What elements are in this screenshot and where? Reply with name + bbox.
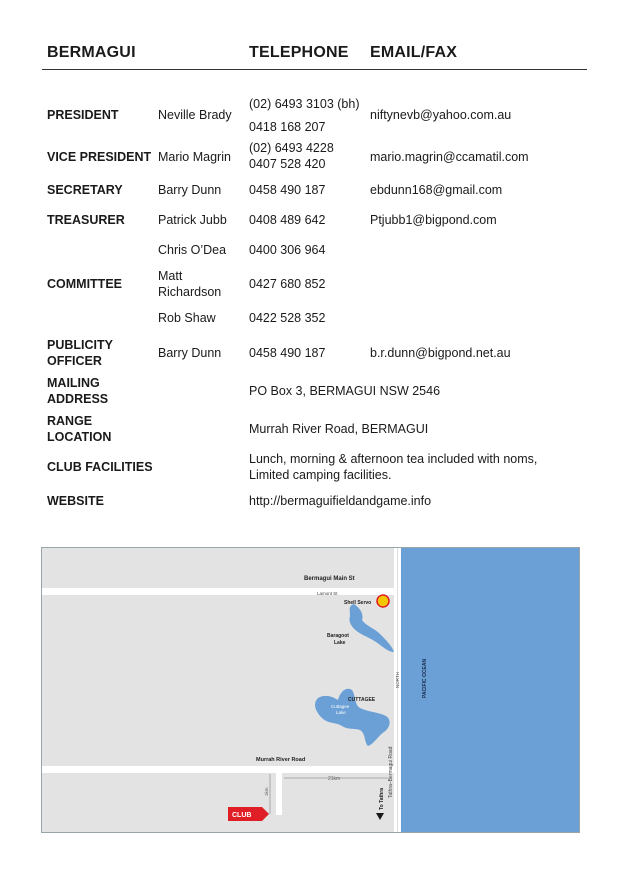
- president-label: PRESIDENT: [47, 108, 119, 122]
- vice-president-name: Mario Magrin: [158, 150, 231, 164]
- ocean-label: PACIFIC OCEAN: [422, 658, 428, 698]
- committee-member-phone: 0400 306 964: [249, 243, 326, 257]
- baragoot-lake: [349, 604, 394, 652]
- arrow-down-icon: [376, 813, 384, 820]
- club-access-road: [276, 773, 282, 815]
- publicity-label-line-2: OFFICER: [47, 354, 102, 368]
- secretary-label: SECRETARY: [47, 183, 123, 197]
- cuttagee-label: CUTTAGEE: [348, 697, 376, 703]
- committee-label: COMMITTEE: [47, 277, 122, 291]
- baragoot-label-1: Baragoot: [327, 633, 349, 639]
- mailing-address: PO Box 3, BERMAGUI NSW 2546: [249, 384, 441, 398]
- north-label: NORTH: [395, 672, 400, 688]
- publicity-label-line-1: PUBLICITY: [47, 338, 113, 352]
- range-location: Murrah River Road, BERMAGUI: [249, 422, 429, 436]
- secretary-email[interactable]: ebdunn168@gmail.com: [370, 183, 503, 197]
- website-label: WEBSITE: [47, 494, 104, 508]
- president-phone-2: 0418 168 207: [249, 120, 326, 134]
- club-label: CLUB: [232, 812, 252, 819]
- treasurer-email[interactable]: Ptjubb1@bigpond.com: [370, 213, 497, 227]
- range-label-line-2: LOCATION: [47, 430, 112, 444]
- secretary-phone: 0458 490 187: [249, 183, 326, 197]
- publicity-name: Barry Dunn: [158, 346, 222, 360]
- committee-member-name: Rob Shaw: [158, 311, 216, 325]
- distance-21km-label: 21km: [328, 776, 341, 782]
- treasurer-label: TREASURER: [47, 213, 125, 227]
- committee-member-phone: 0427 680 852: [249, 277, 326, 291]
- main-st-label: Bermagui Main St: [304, 576, 355, 582]
- president-phone-1: (02) 6493 3103 (bh): [249, 97, 360, 111]
- lamont-st-label: Lamont St: [317, 591, 338, 596]
- cuttagee-lake-label-1: Cuttagee: [331, 704, 350, 709]
- vice-president-phone-2: 0407 528 420: [249, 157, 326, 171]
- shell-logo-icon: [377, 595, 389, 607]
- publicity-phone: 0458 490 187: [249, 346, 326, 360]
- cuttagee-lake-label-2: Lake: [336, 710, 346, 715]
- website-link[interactable]: http://bermaguifieldandgame.info: [249, 494, 432, 508]
- shell-label: Shell Servo: [344, 600, 372, 606]
- murrah-road-label: Murrah River Road: [256, 757, 306, 763]
- mailing-label-line-2: ADDRESS: [47, 392, 109, 406]
- publicity-email[interactable]: b.r.dunn@bigpond.net.au: [370, 346, 511, 360]
- committee-member-name-line-2: Richardson: [158, 285, 222, 299]
- distance-1km-label: 1km: [264, 787, 269, 796]
- baragoot-label-2: Lake: [334, 640, 346, 646]
- location-map: [41, 547, 580, 833]
- facilities-line-2: Limited camping facilities.: [249, 468, 392, 482]
- committee-member-name: Chris O’Dea: [158, 243, 227, 257]
- facilities-line-1: Lunch, morning & afternoon tea included with noms,: [249, 452, 538, 466]
- secretary-name: Barry Dunn: [158, 183, 222, 197]
- committee-member-name: Matt: [158, 269, 183, 283]
- mailing-label-line-1: MAILING: [47, 376, 100, 390]
- header-bermagui: BERMAGUI: [47, 44, 136, 61]
- header-divider: [42, 69, 587, 70]
- treasurer-phone: 0408 489 642: [249, 213, 326, 227]
- murrah-river-road: [42, 766, 394, 773]
- vice-president-email[interactable]: mario.magrin@ccamatil.com: [370, 150, 529, 164]
- to-tathra-label: To Tathra: [379, 787, 385, 810]
- vice-president-label: VICE PRESIDENT: [47, 150, 152, 164]
- committee-member-phone: 0422 528 352: [249, 311, 326, 325]
- facilities-label: CLUB FACILITIES: [47, 460, 153, 474]
- main-st-road: [42, 588, 394, 595]
- president-email[interactable]: niftynevb@yahoo.com.au: [370, 108, 512, 122]
- tathra-road-label: Tathra–Bermagui Road: [388, 746, 394, 798]
- range-label-line-1: RANGE: [47, 414, 93, 428]
- vice-president-phone-1: (02) 6493 4228: [249, 141, 334, 155]
- header-telephone: TELEPHONE: [249, 44, 349, 61]
- president-name: Neville Brady: [158, 108, 232, 122]
- header-email-fax: EMAIL/FAX: [370, 44, 458, 61]
- treasurer-name: Patrick Jubb: [158, 213, 227, 227]
